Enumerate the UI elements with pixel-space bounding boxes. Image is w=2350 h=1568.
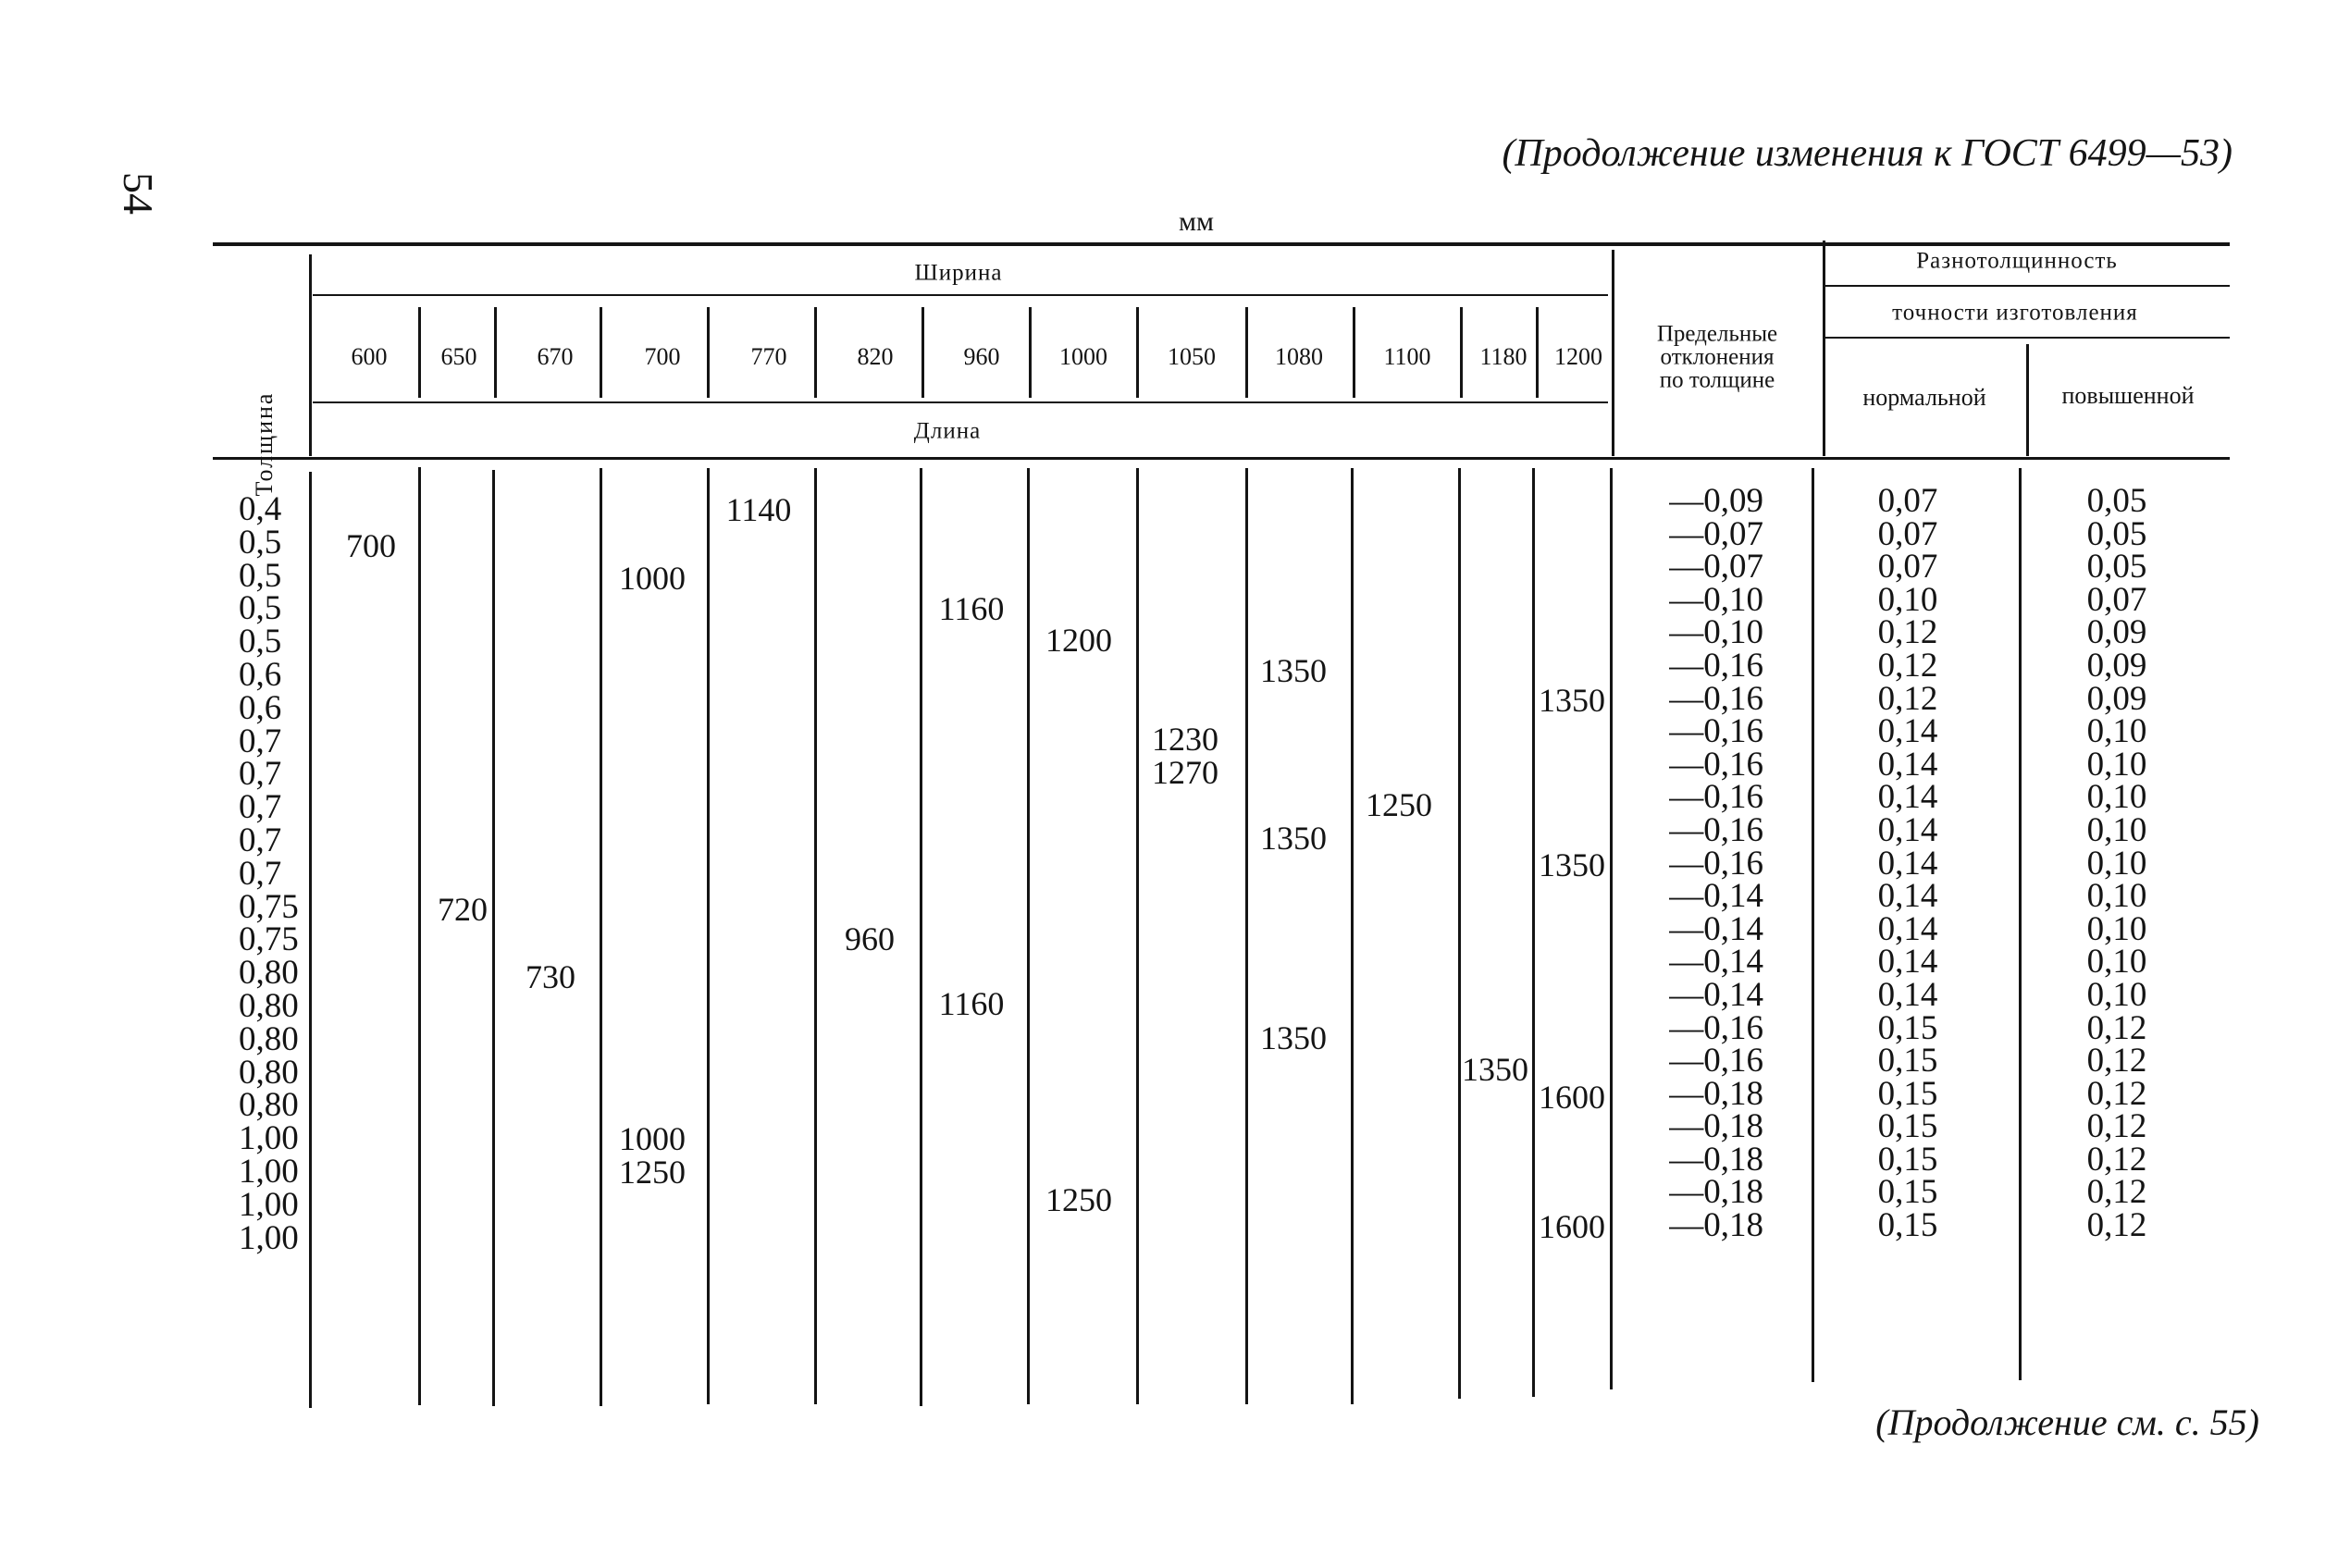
deviation-cell: —0,18	[1669, 1173, 1763, 1212]
deviation-cell: —0,14	[1669, 877, 1763, 916]
increased-cell: 0,10	[2086, 877, 2147, 916]
deviation-cell: —0,10	[1669, 613, 1763, 652]
normal-cell: 0,15	[1877, 1008, 1938, 1047]
increased-cell: 0,12	[2086, 1140, 2147, 1179]
deviation-cell: —0,14	[1669, 943, 1763, 982]
deviation-cell: —0,14	[1669, 909, 1763, 948]
increased-cell: 0,10	[2086, 712, 2147, 751]
width-820: 820	[857, 343, 894, 370]
deviation-cell: —0,16	[1669, 745, 1763, 784]
deviation-header: Предельные отклонения по толщине	[1656, 321, 1778, 393]
normal-cell: 0,14	[1877, 745, 1938, 784]
width-header: Ширина	[914, 260, 1003, 286]
width-700: 700	[644, 343, 681, 370]
length-cell: 1250	[1366, 786, 1432, 823]
deviation-column	[1656, 482, 1763, 1245]
deviation-cell: —0,16	[1669, 646, 1763, 685]
increased-cell: 0,09	[2086, 646, 2147, 685]
thickness-cell: 0,7	[239, 788, 282, 827]
normal-cell: 0,07	[1877, 548, 1938, 586]
length-cell: 960	[845, 920, 895, 957]
deviation-cell: —0,07	[1669, 514, 1763, 553]
normal-cell: 0,15	[1877, 1107, 1938, 1146]
deviation-cell: —0,07	[1669, 548, 1763, 586]
length-cell: 1600	[1539, 1208, 1605, 1245]
normal-cell: 0,15	[1877, 1074, 1938, 1113]
length-cell: 1140	[725, 491, 792, 528]
length-cell: 1350	[1539, 846, 1605, 883]
increased-cell: 0,10	[2086, 844, 2147, 883]
deviation-cell: —0,18	[1669, 1206, 1763, 1245]
continuation-note: (Продолжение см. с. 55)	[1875, 1401, 2259, 1443]
thickness-cell: 1,00	[239, 1218, 299, 1257]
thickness-cell: 1,00	[239, 1152, 299, 1191]
width-770: 770	[750, 343, 787, 370]
length-cell: 1000	[619, 1120, 686, 1157]
normal-cell: 0,15	[1877, 1206, 1938, 1245]
deviation-cell: —0,10	[1669, 580, 1763, 619]
normal-cell: 0,14	[1877, 712, 1938, 751]
increased-header: повышенной	[2061, 382, 2195, 409]
normal-cell: 0,12	[1877, 646, 1938, 685]
increased-cell: 0,07	[2086, 580, 2147, 619]
length-cell: 1250	[1045, 1181, 1112, 1218]
increased-cell: 0,12	[2086, 1206, 2147, 1245]
deviation-cell: —0,14	[1669, 975, 1763, 1014]
deviation-cell: —0,16	[1669, 1008, 1763, 1047]
normal-cell: 0,14	[1877, 810, 1938, 849]
thickness-cell: 0,5	[239, 623, 282, 661]
running-header: (Продолжение изменения к ГОСТ 6499—53)	[1502, 132, 2232, 175]
length-cell: 720	[438, 891, 488, 928]
variation-header: Разнотолщинность	[1916, 248, 2118, 274]
thickness-cell: 0,75	[239, 887, 299, 926]
thickness-cell: 0,6	[239, 655, 282, 694]
deviation-cell: —0,16	[1669, 778, 1763, 817]
increased-cell: 0,10	[2086, 943, 2147, 982]
width-600: 600	[351, 343, 388, 370]
thickness-cell: 0,7	[239, 722, 282, 760]
thickness-cell: 0,7	[239, 755, 282, 794]
deviation-cell: —0,16	[1669, 712, 1763, 751]
width-650: 650	[440, 343, 477, 370]
width-1080: 1080	[1275, 343, 1323, 370]
increased-cell: 0,12	[2086, 1008, 2147, 1047]
thickness-cell: 0,75	[239, 920, 299, 959]
normal-cell: 0,07	[1877, 482, 1938, 520]
deviation-cell: —0,16	[1669, 844, 1763, 883]
normal-cell: 0,15	[1877, 1140, 1938, 1179]
increased-cell: 0,09	[2086, 613, 2147, 652]
length-cell: 1350	[1260, 652, 1327, 689]
thickness-cell: 0,80	[239, 1053, 299, 1092]
normal-cell: 0,10	[1877, 580, 1938, 619]
normal-cell: 0,15	[1877, 1042, 1938, 1080]
thickness-cell: 0,5	[239, 523, 282, 562]
length-cell: 1160	[938, 590, 1005, 627]
thickness-cell: 0,80	[239, 1086, 299, 1125]
thickness-header: Толщина	[251, 391, 278, 497]
deviation-cell: —0,16	[1669, 1042, 1763, 1080]
length-cell: 730	[526, 958, 575, 995]
thickness-cell: 0,7	[239, 854, 282, 893]
width-670: 670	[537, 343, 574, 370]
deviation-cell: —0,18	[1669, 1140, 1763, 1179]
length-cell: 1600	[1539, 1079, 1605, 1116]
normal-cell: 0,12	[1877, 679, 1938, 718]
increased-cell: 0,05	[2086, 482, 2147, 520]
increased-cell: 0,10	[2086, 810, 2147, 849]
normal-column	[1869, 482, 1947, 1245]
increased-cell: 0,10	[2086, 975, 2147, 1014]
width-1000: 1000	[1059, 343, 1107, 370]
width-1200: 1200	[1554, 343, 1602, 370]
page-number: 54	[115, 172, 162, 215]
width-1100: 1100	[1383, 343, 1431, 370]
deviation-cell: —0,18	[1669, 1074, 1763, 1113]
length-cell: 1230	[1152, 721, 1218, 758]
increased-cell: 0,12	[2086, 1107, 2147, 1146]
increased-cell: 0,12	[2086, 1173, 2147, 1212]
increased-column	[2078, 482, 2156, 1245]
length-cell: 1000	[619, 560, 686, 597]
increased-cell: 0,05	[2086, 548, 2147, 586]
length-cell: 1350	[1260, 820, 1327, 857]
normal-cell: 0,07	[1877, 514, 1938, 553]
normal-cell: 0,12	[1877, 613, 1938, 652]
thickness-cell: 0,6	[239, 688, 282, 727]
deviation-cell: —0,16	[1669, 679, 1763, 718]
thickness-cell: 0,4	[239, 490, 282, 528]
width-1180: 1180	[1479, 343, 1528, 370]
normal-cell: 0,14	[1877, 877, 1938, 916]
length-cell: 1250	[619, 1154, 686, 1191]
normal-cell: 0,15	[1877, 1173, 1938, 1212]
length-cell: 1270	[1152, 754, 1218, 791]
accuracy-header: точности изготовления	[1892, 300, 2138, 326]
length-cell: 700	[346, 527, 396, 564]
increased-cell: 0,09	[2086, 679, 2147, 718]
increased-cell: 0,12	[2086, 1074, 2147, 1113]
thickness-cell: 0,5	[239, 556, 282, 595]
thickness-cell: 0,7	[239, 821, 282, 859]
thickness-cell: 0,5	[239, 589, 282, 628]
length-cell: 1160	[938, 985, 1005, 1022]
units-label: мм	[1179, 206, 1214, 237]
thickness-cell: 0,80	[239, 986, 299, 1025]
increased-cell: 0,12	[2086, 1042, 2147, 1080]
normal-cell: 0,14	[1877, 975, 1938, 1014]
thickness-cell: 1,00	[239, 1185, 299, 1224]
normal-header: нормальной	[1862, 384, 1986, 411]
thickness-cell: 1,00	[239, 1119, 299, 1158]
normal-cell: 0,14	[1877, 943, 1938, 982]
thickness-cell: 0,80	[239, 1019, 299, 1058]
normal-cell: 0,14	[1877, 909, 1938, 948]
length-cell: 1350	[1462, 1051, 1528, 1088]
length-header: Длина	[913, 418, 982, 444]
length-cell: 1200	[1045, 622, 1112, 659]
deviation-cell: —0,09	[1669, 482, 1763, 520]
width-1050: 1050	[1168, 343, 1216, 370]
normal-cell: 0,14	[1877, 844, 1938, 883]
width-960: 960	[963, 343, 1000, 370]
thickness-cell: 0,80	[239, 954, 299, 993]
deviation-cell: —0,16	[1669, 810, 1763, 849]
increased-cell: 0,10	[2086, 778, 2147, 817]
length-cell: 1350	[1539, 682, 1605, 719]
deviation-cell: —0,18	[1669, 1107, 1763, 1146]
thickness-column	[239, 490, 299, 1257]
length-cell: 1350	[1260, 1019, 1327, 1056]
normal-cell: 0,14	[1877, 778, 1938, 817]
increased-cell: 0,10	[2086, 909, 2147, 948]
increased-cell: 0,10	[2086, 745, 2147, 784]
increased-cell: 0,05	[2086, 514, 2147, 553]
